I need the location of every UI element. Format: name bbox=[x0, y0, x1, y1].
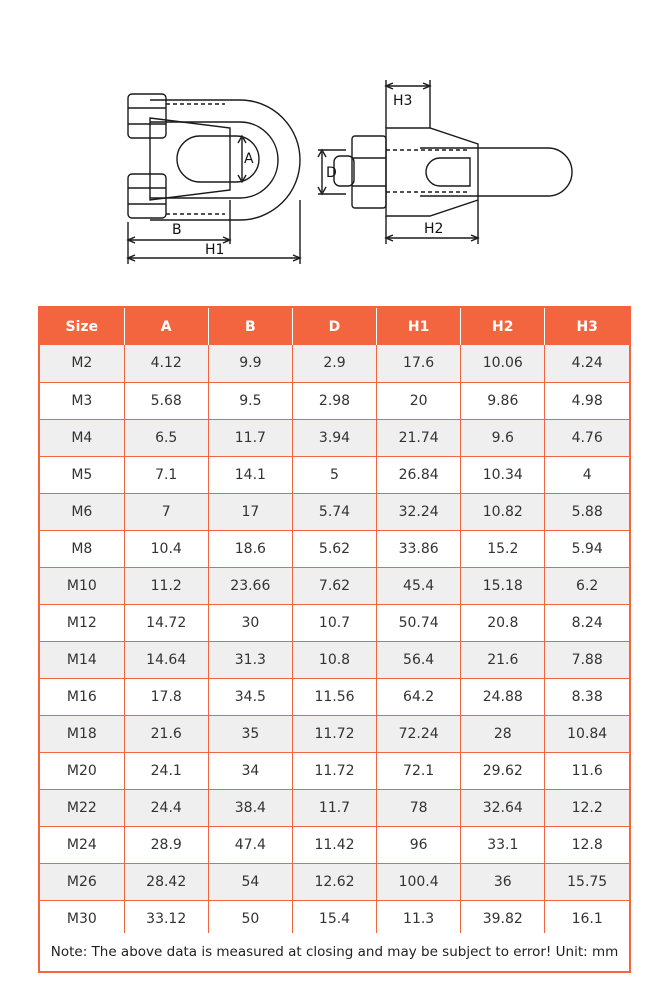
value-cell: 10.8 bbox=[292, 641, 376, 678]
value-cell: 11.56 bbox=[292, 678, 376, 715]
value-cell: 28.9 bbox=[124, 826, 208, 863]
value-cell: 9.5 bbox=[208, 382, 292, 419]
value-cell: 5.74 bbox=[292, 493, 376, 530]
value-cell: 10.82 bbox=[461, 493, 545, 530]
value-cell: 9.86 bbox=[461, 382, 545, 419]
table-row bbox=[40, 678, 629, 715]
size-cell: M3 bbox=[40, 382, 124, 419]
header-h2: H2 bbox=[461, 308, 545, 345]
value-cell: 54 bbox=[208, 863, 292, 900]
value-cell: 8.24 bbox=[545, 604, 629, 641]
value-cell: 17 bbox=[208, 493, 292, 530]
size-cell: M16 bbox=[40, 678, 124, 715]
value-cell: 24.88 bbox=[461, 678, 545, 715]
value-cell: 7 bbox=[124, 493, 208, 530]
table-header-row bbox=[40, 308, 629, 345]
value-cell: 35 bbox=[208, 715, 292, 752]
value-cell: 34.5 bbox=[208, 678, 292, 715]
value-cell: 2.98 bbox=[292, 382, 376, 419]
value-cell: 15.4 bbox=[292, 900, 376, 937]
value-cell: 78 bbox=[377, 789, 461, 826]
table-row bbox=[40, 752, 629, 789]
value-cell: 3.94 bbox=[292, 419, 376, 456]
value-cell: 15.2 bbox=[461, 530, 545, 567]
value-cell: 10.84 bbox=[545, 715, 629, 752]
size-cell: M26 bbox=[40, 863, 124, 900]
value-cell: 33.12 bbox=[124, 900, 208, 937]
value-cell: 7.1 bbox=[124, 456, 208, 493]
value-cell: 47.4 bbox=[208, 826, 292, 863]
value-cell: 32.64 bbox=[461, 789, 545, 826]
value-cell: 16.1 bbox=[545, 900, 629, 937]
value-cell: 11.72 bbox=[292, 752, 376, 789]
table-row bbox=[40, 826, 629, 863]
label-d: D bbox=[326, 165, 337, 181]
value-cell: 15.75 bbox=[545, 863, 629, 900]
value-cell: 45.4 bbox=[377, 567, 461, 604]
value-cell: 32.24 bbox=[377, 493, 461, 530]
value-cell: 14.72 bbox=[124, 604, 208, 641]
value-cell: 38.4 bbox=[208, 789, 292, 826]
value-cell: 14.64 bbox=[124, 641, 208, 678]
value-cell: 50.74 bbox=[377, 604, 461, 641]
header-b: B bbox=[208, 308, 292, 345]
value-cell: 100.4 bbox=[377, 863, 461, 900]
table-row bbox=[40, 382, 629, 419]
header-h1: H1 bbox=[377, 308, 461, 345]
table-row bbox=[40, 900, 629, 937]
size-cell: M14 bbox=[40, 641, 124, 678]
table-row bbox=[40, 641, 629, 678]
value-cell: 33.1 bbox=[461, 826, 545, 863]
value-cell: 6.2 bbox=[545, 567, 629, 604]
value-cell: 34 bbox=[208, 752, 292, 789]
table-row bbox=[40, 863, 629, 900]
value-cell: 7.62 bbox=[292, 567, 376, 604]
value-cell: 64.2 bbox=[377, 678, 461, 715]
value-cell: 11.7 bbox=[208, 419, 292, 456]
size-cell: M18 bbox=[40, 715, 124, 752]
value-cell: 21.6 bbox=[124, 715, 208, 752]
value-cell: 11.2 bbox=[124, 567, 208, 604]
value-cell: 4.76 bbox=[545, 419, 629, 456]
value-cell: 11.7 bbox=[292, 789, 376, 826]
value-cell: 23.66 bbox=[208, 567, 292, 604]
value-cell: 72.1 bbox=[377, 752, 461, 789]
value-cell: 5 bbox=[292, 456, 376, 493]
side-view-diagram bbox=[318, 80, 572, 244]
value-cell: 96 bbox=[377, 826, 461, 863]
value-cell: 11.42 bbox=[292, 826, 376, 863]
header-a: A bbox=[124, 308, 208, 345]
spec-table bbox=[38, 306, 631, 973]
value-cell: 72.24 bbox=[377, 715, 461, 752]
value-cell: 28.42 bbox=[124, 863, 208, 900]
value-cell: 24.4 bbox=[124, 789, 208, 826]
value-cell: 39.82 bbox=[461, 900, 545, 937]
front-view-diagram bbox=[128, 94, 300, 264]
value-cell: 12.2 bbox=[545, 789, 629, 826]
size-cell: M24 bbox=[40, 826, 124, 863]
value-cell: 4.98 bbox=[545, 382, 629, 419]
size-cell: M8 bbox=[40, 530, 124, 567]
value-cell: 9.6 bbox=[461, 419, 545, 456]
value-cell: 10.34 bbox=[461, 456, 545, 493]
header-h3: H3 bbox=[545, 308, 629, 345]
value-cell: 30 bbox=[208, 604, 292, 641]
value-cell: 10.4 bbox=[124, 530, 208, 567]
value-cell: 5.62 bbox=[292, 530, 376, 567]
value-cell: 56.4 bbox=[377, 641, 461, 678]
label-b: B bbox=[172, 222, 182, 238]
size-cell: M20 bbox=[40, 752, 124, 789]
clip-dimension-diagrams bbox=[0, 0, 667, 290]
value-cell: 5.94 bbox=[545, 530, 629, 567]
size-cell: M30 bbox=[40, 900, 124, 937]
value-cell: 4.24 bbox=[545, 345, 629, 382]
value-cell: 7.88 bbox=[545, 641, 629, 678]
table-row bbox=[40, 419, 629, 456]
label-h3: H3 bbox=[393, 93, 413, 109]
value-cell: 31.3 bbox=[208, 641, 292, 678]
value-cell: 8.38 bbox=[545, 678, 629, 715]
table-row bbox=[40, 715, 629, 752]
label-a: A bbox=[244, 151, 254, 167]
size-cell: M10 bbox=[40, 567, 124, 604]
value-cell: 21.6 bbox=[461, 641, 545, 678]
value-cell: 5.68 bbox=[124, 382, 208, 419]
size-cell: M6 bbox=[40, 493, 124, 530]
label-h1: H1 bbox=[205, 242, 225, 258]
header-size: Size bbox=[40, 308, 124, 345]
size-cell: M5 bbox=[40, 456, 124, 493]
size-cell: M2 bbox=[40, 345, 124, 382]
value-cell: 33.86 bbox=[377, 530, 461, 567]
table-row bbox=[40, 567, 629, 604]
table-row bbox=[40, 345, 629, 382]
value-cell: 36 bbox=[461, 863, 545, 900]
header-d: D bbox=[292, 308, 376, 345]
value-cell: 6.5 bbox=[124, 419, 208, 456]
value-cell: 2.9 bbox=[292, 345, 376, 382]
value-cell: 28 bbox=[461, 715, 545, 752]
value-cell: 11.3 bbox=[377, 900, 461, 937]
value-cell: 4 bbox=[545, 456, 629, 493]
size-cell: M12 bbox=[40, 604, 124, 641]
value-cell: 20 bbox=[377, 382, 461, 419]
value-cell: 20.8 bbox=[461, 604, 545, 641]
value-cell: 10.06 bbox=[461, 345, 545, 382]
value-cell: 14.1 bbox=[208, 456, 292, 493]
value-cell: 11.72 bbox=[292, 715, 376, 752]
value-cell: 4.12 bbox=[124, 345, 208, 382]
value-cell: 24.1 bbox=[124, 752, 208, 789]
value-cell: 50 bbox=[208, 900, 292, 937]
label-h2: H2 bbox=[424, 221, 444, 237]
value-cell: 11.6 bbox=[545, 752, 629, 789]
value-cell: 26.84 bbox=[377, 456, 461, 493]
value-cell: 15.18 bbox=[461, 567, 545, 604]
value-cell: 17.6 bbox=[377, 345, 461, 382]
size-cell: M4 bbox=[40, 419, 124, 456]
table-row bbox=[40, 493, 629, 530]
size-cell: M22 bbox=[40, 789, 124, 826]
table-row bbox=[40, 604, 629, 641]
value-cell: 29.62 bbox=[461, 752, 545, 789]
value-cell: 9.9 bbox=[208, 345, 292, 382]
table-row bbox=[40, 530, 629, 567]
value-cell: 17.8 bbox=[124, 678, 208, 715]
value-cell: 12.8 bbox=[545, 826, 629, 863]
value-cell: 18.6 bbox=[208, 530, 292, 567]
value-cell: 12.62 bbox=[292, 863, 376, 900]
table-body bbox=[40, 345, 629, 937]
table-note: Note: The above data is measured at closing and may be subject to error! Unit: mm bbox=[40, 933, 629, 971]
value-cell: 21.74 bbox=[377, 419, 461, 456]
table-row bbox=[40, 789, 629, 826]
value-cell: 10.7 bbox=[292, 604, 376, 641]
value-cell: 5.88 bbox=[545, 493, 629, 530]
table-row bbox=[40, 456, 629, 493]
